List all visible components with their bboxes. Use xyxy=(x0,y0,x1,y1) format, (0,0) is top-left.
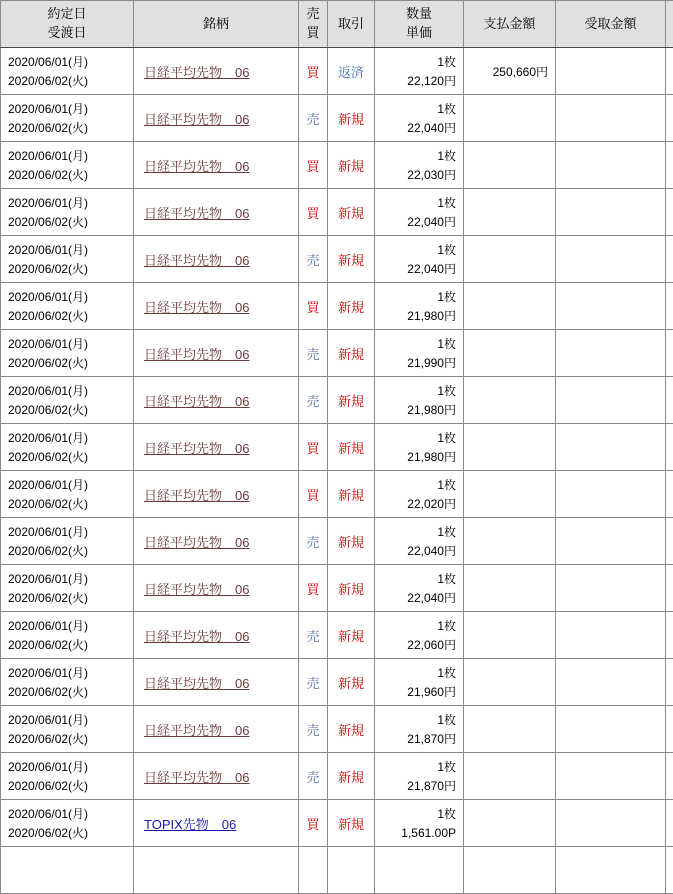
trade-type-label: 新規 xyxy=(338,535,364,550)
trade-date-cell xyxy=(1,95,134,142)
trade-type-cell xyxy=(328,236,375,283)
trade-type-cell xyxy=(328,48,375,95)
header-date-line1: 約定日 xyxy=(1,5,133,24)
quantity: 1枚 xyxy=(375,526,456,538)
quantity: 1枚 xyxy=(375,56,456,68)
unit-price: 22,040円 xyxy=(375,263,456,275)
delivery-date: 2020/06/02(火) xyxy=(8,686,129,698)
trade-type-label: 新規 xyxy=(338,159,364,174)
quantity-price-cell xyxy=(375,330,464,377)
header-qty-line2: 単価 xyxy=(375,24,463,43)
symbol-link[interactable]: 日経平均先物 06 xyxy=(144,488,249,503)
delivery-date: 2020/06/02(火) xyxy=(8,122,129,134)
receipt-amount-cell xyxy=(556,377,666,424)
clipped-column-cell xyxy=(666,142,673,189)
header-clipped-column xyxy=(666,1,673,48)
trade-date-cell xyxy=(1,565,134,612)
side-cell xyxy=(299,189,328,236)
quantity: 1枚 xyxy=(375,432,456,444)
trade-date-cell xyxy=(1,612,134,659)
quantity-price-cell xyxy=(375,612,464,659)
table-row xyxy=(1,706,673,753)
side-cell xyxy=(299,424,328,471)
payment-amount-cell xyxy=(464,95,556,142)
side-cell xyxy=(299,330,328,377)
side-label: 買 xyxy=(306,159,319,174)
trade-type-cell xyxy=(328,471,375,518)
symbol-cell xyxy=(134,330,299,377)
symbol-link[interactable]: 日経平均先物 06 xyxy=(144,300,249,315)
contract-date: 2020/06/01(月) xyxy=(8,714,129,726)
quantity-price-cell xyxy=(375,283,464,330)
payment-amount-cell xyxy=(464,706,556,753)
quantity: 1枚 xyxy=(375,244,456,256)
clipped-column-cell xyxy=(666,471,673,518)
side-label: 買 xyxy=(306,300,319,315)
trade-type-label: 新規 xyxy=(338,817,364,832)
unit-price: 21,980円 xyxy=(375,451,456,463)
clipped-column-cell xyxy=(666,189,673,236)
side-label: 買 xyxy=(306,65,319,80)
receipt-amount-cell xyxy=(556,471,666,518)
delivery-date: 2020/06/02(火) xyxy=(8,263,129,275)
symbol-link[interactable]: TOPIX先物 06 xyxy=(144,817,236,832)
quantity-price-cell xyxy=(375,48,464,95)
symbol-link[interactable]: 日経平均先物 06 xyxy=(144,347,249,362)
payment-amount-cell xyxy=(464,800,556,847)
payment-amount-cell xyxy=(464,142,556,189)
quantity: 1枚 xyxy=(375,620,456,632)
side-label: 売 xyxy=(306,535,319,550)
table-row xyxy=(1,518,673,565)
quantity: 1枚 xyxy=(375,667,456,679)
side-label: 買 xyxy=(306,206,319,221)
clipped-column-cell xyxy=(666,800,673,847)
header-quantity-price xyxy=(375,1,464,48)
side-label: 買 xyxy=(306,441,319,456)
table-row xyxy=(1,612,673,659)
symbol-cell xyxy=(134,377,299,424)
delivery-date: 2020/06/02(火) xyxy=(8,733,129,745)
clipped-column-cell xyxy=(666,424,673,471)
symbol-link[interactable]: 日経平均先物 06 xyxy=(144,206,249,221)
trade-date-cell xyxy=(1,518,134,565)
side-cell xyxy=(299,518,328,565)
receipt-amount-cell xyxy=(556,518,666,565)
table-row xyxy=(1,189,673,236)
delivery-date: 2020/06/02(火) xyxy=(8,75,129,87)
contract-date: 2020/06/01(月) xyxy=(8,338,129,350)
quantity: 1枚 xyxy=(375,291,456,303)
side-label: 売 xyxy=(306,676,319,691)
delivery-date: 2020/06/02(火) xyxy=(8,404,129,416)
symbol-cell xyxy=(134,236,299,283)
trade-type-label: 新規 xyxy=(338,770,364,785)
trade-type-cell xyxy=(328,330,375,377)
side-cell xyxy=(299,659,328,706)
table-row xyxy=(1,283,673,330)
quantity-price-cell xyxy=(375,424,464,471)
side-label: 売 xyxy=(306,394,319,409)
symbol-link[interactable]: 日経平均先物 06 xyxy=(144,770,249,785)
side-cell xyxy=(299,471,328,518)
side-label: 売 xyxy=(306,253,319,268)
receipt-amount-cell xyxy=(556,283,666,330)
trade-type-cell xyxy=(328,518,375,565)
quantity-price-cell xyxy=(375,659,464,706)
clipped-column-cell xyxy=(666,518,673,565)
side-cell xyxy=(299,48,328,95)
quantity: 1枚 xyxy=(375,714,456,726)
trade-type-cell xyxy=(328,565,375,612)
trade-type-cell xyxy=(328,142,375,189)
trade-date-cell xyxy=(1,236,134,283)
delivery-date: 2020/06/02(火) xyxy=(8,451,129,463)
contract-date: 2020/06/01(月) xyxy=(8,573,129,585)
receipt-amount-cell xyxy=(556,189,666,236)
trade-date-cell xyxy=(1,330,134,377)
payment-amount-cell xyxy=(464,612,556,659)
trade-date-cell xyxy=(1,142,134,189)
contract-date: 2020/06/01(月) xyxy=(8,667,129,679)
trade-date-cell xyxy=(1,800,134,847)
symbol-link[interactable]: 日経平均先物 06 xyxy=(144,112,249,127)
table-row xyxy=(1,330,673,377)
quantity-price-cell xyxy=(375,236,464,283)
symbol-link[interactable]: 日経平均先物 06 xyxy=(144,582,249,597)
quantity: 1枚 xyxy=(375,761,456,773)
unit-price: 21,870円 xyxy=(375,733,456,745)
trades-tbody xyxy=(1,48,673,894)
unit-price: 21,960円 xyxy=(375,686,456,698)
header-trade-type: 取引 xyxy=(328,1,375,48)
side-cell xyxy=(299,142,328,189)
contract-date: 2020/06/01(月) xyxy=(8,526,129,538)
side-label: 買 xyxy=(306,582,319,597)
side-label: 売 xyxy=(306,629,319,644)
header-side-line1: 売 xyxy=(299,5,327,24)
receipt-amount-cell xyxy=(556,95,666,142)
delivery-date: 2020/06/02(火) xyxy=(8,827,129,839)
contract-date: 2020/06/01(月) xyxy=(8,56,129,68)
contract-date: 2020/06/01(月) xyxy=(8,291,129,303)
symbol-cell xyxy=(134,95,299,142)
empty-cell xyxy=(375,847,464,894)
table-row xyxy=(1,95,673,142)
clipped-column-cell xyxy=(666,565,673,612)
trade-type-cell xyxy=(328,706,375,753)
table-row xyxy=(1,753,673,800)
clipped-column-cell xyxy=(666,48,673,95)
receipt-amount-cell xyxy=(556,706,666,753)
unit-price: 22,120円 xyxy=(375,75,456,87)
contract-date: 2020/06/01(月) xyxy=(8,620,129,632)
side-label: 売 xyxy=(306,347,319,362)
table-row-partial xyxy=(1,847,673,894)
trade-date-cell xyxy=(1,659,134,706)
header-date-line2: 受渡日 xyxy=(1,24,133,43)
receipt-amount-cell xyxy=(556,330,666,377)
payment-amount-cell xyxy=(464,753,556,800)
side-cell xyxy=(299,283,328,330)
payment-amount-cell xyxy=(464,189,556,236)
symbol-cell xyxy=(134,800,299,847)
payment-amount-cell xyxy=(464,518,556,565)
header-symbol: 銘柄 xyxy=(134,1,299,48)
clipped-column-cell xyxy=(666,612,673,659)
trade-type-cell xyxy=(328,753,375,800)
delivery-date: 2020/06/02(火) xyxy=(8,780,129,792)
header-payment: 支払金額 xyxy=(464,1,556,48)
trade-date-cell xyxy=(1,471,134,518)
unit-price: 22,040円 xyxy=(375,216,456,228)
table-row xyxy=(1,471,673,518)
contract-date: 2020/06/01(月) xyxy=(8,385,129,397)
trade-type-label: 新規 xyxy=(338,629,364,644)
quantity-price-cell xyxy=(375,706,464,753)
clipped-column-cell xyxy=(666,95,673,142)
symbol-cell xyxy=(134,659,299,706)
delivery-date: 2020/06/02(火) xyxy=(8,169,129,181)
table-row xyxy=(1,565,673,612)
delivery-date: 2020/06/02(火) xyxy=(8,592,129,604)
symbol-link[interactable]: 日経平均先物 06 xyxy=(144,253,249,268)
contract-date: 2020/06/01(月) xyxy=(8,808,129,820)
trade-date-cell xyxy=(1,283,134,330)
payment-amount-cell xyxy=(464,565,556,612)
trade-type-label: 新規 xyxy=(338,488,364,503)
unit-price: 21,990円 xyxy=(375,357,456,369)
trade-type-label: 新規 xyxy=(338,347,364,362)
unit-price: 21,980円 xyxy=(375,310,456,322)
trade-type-label: 新規 xyxy=(338,300,364,315)
unit-price: 21,980円 xyxy=(375,404,456,416)
symbol-cell xyxy=(134,48,299,95)
trade-type-label: 返済 xyxy=(338,65,364,80)
symbol-link[interactable]: 日経平均先物 06 xyxy=(144,441,249,456)
trade-type-label: 新規 xyxy=(338,206,364,221)
symbol-link[interactable]: 日経平均先物 06 xyxy=(144,723,249,738)
quantity: 1枚 xyxy=(375,808,456,820)
symbol-cell xyxy=(134,518,299,565)
side-cell xyxy=(299,565,328,612)
quantity: 1枚 xyxy=(375,103,456,115)
unit-price: 1,561.00P xyxy=(375,827,456,839)
side-cell xyxy=(299,706,328,753)
side-label: 売 xyxy=(306,723,319,738)
clipped-column-cell xyxy=(666,283,673,330)
symbol-cell xyxy=(134,142,299,189)
unit-price: 21,870円 xyxy=(375,780,456,792)
symbol-cell xyxy=(134,424,299,471)
quantity: 1枚 xyxy=(375,573,456,585)
quantity-price-cell xyxy=(375,142,464,189)
clipped-column-cell xyxy=(666,706,673,753)
receipt-amount-cell xyxy=(556,612,666,659)
quantity: 1枚 xyxy=(375,385,456,397)
quantity-price-cell xyxy=(375,565,464,612)
receipt-amount-cell xyxy=(556,48,666,95)
quantity-price-cell xyxy=(375,377,464,424)
trade-date-cell xyxy=(1,377,134,424)
quantity-price-cell xyxy=(375,471,464,518)
unit-price: 22,020円 xyxy=(375,498,456,510)
contract-date: 2020/06/01(月) xyxy=(8,197,129,209)
empty-cell xyxy=(134,847,299,894)
contract-date: 2020/06/01(月) xyxy=(8,244,129,256)
trade-date-cell xyxy=(1,753,134,800)
trade-type-label: 新規 xyxy=(338,394,364,409)
unit-price: 22,060円 xyxy=(375,639,456,651)
payment-amount-cell xyxy=(464,236,556,283)
clipped-column-cell xyxy=(666,236,673,283)
table-row xyxy=(1,377,673,424)
trade-type-label: 新規 xyxy=(338,723,364,738)
payment-amount-cell xyxy=(464,424,556,471)
trade-type-cell xyxy=(328,189,375,236)
empty-cell xyxy=(556,847,666,894)
symbol-cell xyxy=(134,565,299,612)
header-side-line2: 買 xyxy=(299,24,327,43)
trade-date-cell xyxy=(1,189,134,236)
contract-date: 2020/06/01(月) xyxy=(8,479,129,491)
side-label: 買 xyxy=(306,488,319,503)
table-row xyxy=(1,48,673,95)
side-cell xyxy=(299,800,328,847)
contract-date: 2020/06/01(月) xyxy=(8,103,129,115)
quantity-price-cell xyxy=(375,518,464,565)
unit-price: 22,040円 xyxy=(375,545,456,557)
contract-date: 2020/06/01(月) xyxy=(8,150,129,162)
contract-date: 2020/06/01(月) xyxy=(8,761,129,773)
empty-cell xyxy=(328,847,375,894)
trade-date-cell xyxy=(1,48,134,95)
symbol-link[interactable]: 日経平均先物 06 xyxy=(144,629,249,644)
clipped-column-cell xyxy=(666,753,673,800)
side-label: 売 xyxy=(306,112,319,127)
unit-price: 22,040円 xyxy=(375,592,456,604)
quantity: 1枚 xyxy=(375,479,456,491)
empty-cell xyxy=(299,847,328,894)
quantity: 1枚 xyxy=(375,150,456,162)
symbol-link[interactable]: 日経平均先物 06 xyxy=(144,65,249,80)
quantity-price-cell xyxy=(375,800,464,847)
trade-type-cell xyxy=(328,377,375,424)
side-cell xyxy=(299,236,328,283)
header-date xyxy=(1,1,134,48)
trade-type-label: 新規 xyxy=(338,441,364,456)
symbol-cell xyxy=(134,283,299,330)
symbol-link[interactable]: 日経平均先物 06 xyxy=(144,394,249,409)
receipt-amount-cell xyxy=(556,659,666,706)
trade-type-cell xyxy=(328,659,375,706)
symbol-cell xyxy=(134,612,299,659)
trade-type-cell xyxy=(328,800,375,847)
receipt-amount-cell xyxy=(556,424,666,471)
trade-type-cell xyxy=(328,424,375,471)
unit-price: 22,040円 xyxy=(375,122,456,134)
side-label: 買 xyxy=(306,817,319,832)
symbol-link[interactable]: 日経平均先物 06 xyxy=(144,535,249,550)
side-label: 売 xyxy=(306,770,319,785)
delivery-date: 2020/06/02(火) xyxy=(8,357,129,369)
payment-amount-cell xyxy=(464,377,556,424)
header-side xyxy=(299,1,328,48)
table-row xyxy=(1,236,673,283)
clipped-column-cell xyxy=(666,377,673,424)
symbol-link[interactable]: 日経平均先物 06 xyxy=(144,159,249,174)
symbol-cell xyxy=(134,471,299,518)
table-row xyxy=(1,424,673,471)
trade-date-cell xyxy=(1,424,134,471)
empty-cell xyxy=(1,847,134,894)
clipped-column-cell xyxy=(666,330,673,377)
table-row xyxy=(1,142,673,189)
payment-amount-cell: 250,660円 xyxy=(464,48,556,95)
receipt-amount-cell xyxy=(556,142,666,189)
trade-type-label: 新規 xyxy=(338,253,364,268)
table-row xyxy=(1,800,673,847)
delivery-date: 2020/06/02(火) xyxy=(8,216,129,228)
trade-type-label: 新規 xyxy=(338,112,364,127)
delivery-date: 2020/06/02(火) xyxy=(8,545,129,557)
receipt-amount-cell xyxy=(556,236,666,283)
delivery-date: 2020/06/02(火) xyxy=(8,310,129,322)
table-row xyxy=(1,659,673,706)
side-cell xyxy=(299,95,328,142)
receipt-amount-cell xyxy=(556,565,666,612)
quantity: 1枚 xyxy=(375,197,456,209)
empty-cell xyxy=(666,847,673,894)
payment-amount-cell xyxy=(464,659,556,706)
receipt-amount-cell xyxy=(556,753,666,800)
trade-type-cell xyxy=(328,612,375,659)
trade-type-cell xyxy=(328,283,375,330)
header-qty-line1: 数量 xyxy=(375,5,463,24)
delivery-date: 2020/06/02(火) xyxy=(8,639,129,651)
symbol-cell xyxy=(134,189,299,236)
unit-price: 22,030円 xyxy=(375,169,456,181)
contract-date: 2020/06/01(月) xyxy=(8,432,129,444)
payment-amount-cell xyxy=(464,330,556,377)
quantity-price-cell xyxy=(375,753,464,800)
trade-type-label: 新規 xyxy=(338,676,364,691)
symbol-cell xyxy=(134,753,299,800)
header-receipt: 受取金額 xyxy=(556,1,666,48)
quantity-price-cell xyxy=(375,95,464,142)
trade-type-label: 新規 xyxy=(338,582,364,597)
delivery-date: 2020/06/02(火) xyxy=(8,498,129,510)
symbol-link[interactable]: 日経平均先物 06 xyxy=(144,676,249,691)
payment-amount-cell xyxy=(464,283,556,330)
side-cell xyxy=(299,612,328,659)
symbol-cell xyxy=(134,706,299,753)
table-header xyxy=(1,1,673,48)
trade-date-cell xyxy=(1,706,134,753)
receipt-amount-cell xyxy=(556,800,666,847)
side-cell xyxy=(299,377,328,424)
payment-amount-cell xyxy=(464,471,556,518)
empty-cell xyxy=(464,847,556,894)
side-cell xyxy=(299,753,328,800)
trade-type-cell xyxy=(328,95,375,142)
quantity-price-cell xyxy=(375,189,464,236)
quantity: 1枚 xyxy=(375,338,456,350)
clipped-column-cell xyxy=(666,659,673,706)
